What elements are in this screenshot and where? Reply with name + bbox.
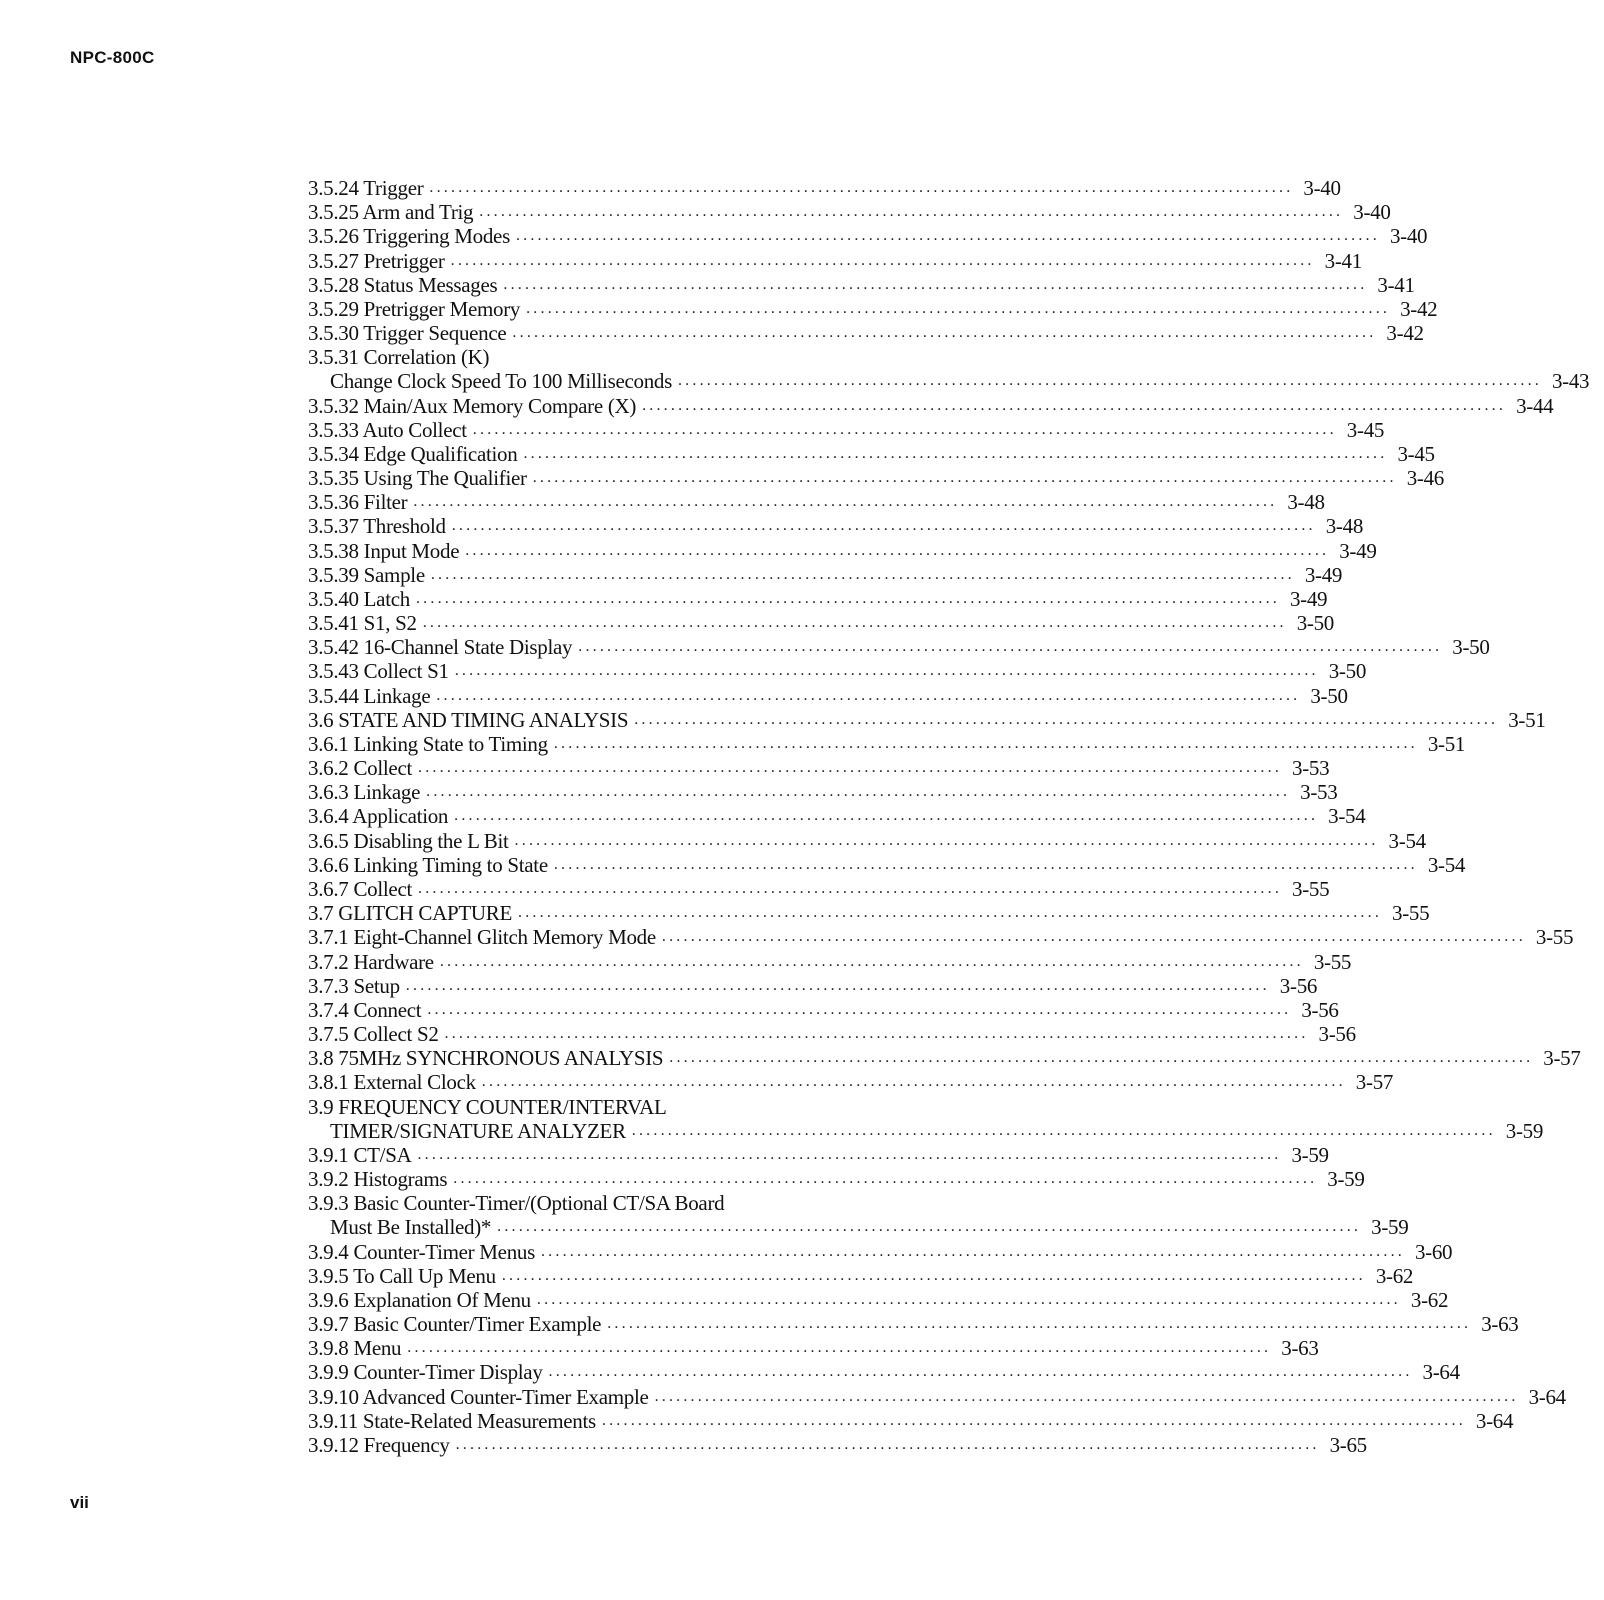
dot-leader: ........................................................................................................................ [634, 710, 1499, 728]
toc-entry-title: 3.5.37 Threshold [308, 514, 446, 539]
toc-entry [308, 876, 1330, 901]
toc-entry [308, 1191, 983, 1215]
dot-leader: ........................................................................................................................ [472, 420, 1337, 438]
dot-leader: ........................................................................................................................ [601, 1411, 1466, 1429]
toc-entry [308, 1263, 1414, 1288]
toc-entry [308, 635, 1490, 660]
toc-entry-page: 3-40 [1303, 176, 1341, 200]
toc-entry-page: 3-41 [1377, 272, 1415, 297]
toc-entry-page: 3-50 [1452, 635, 1490, 660]
toc-entry [308, 731, 1466, 756]
toc-entry-title: 3.5.38 Input Mode [308, 538, 460, 563]
toc-entry-title: 3.6.2 Collect [308, 756, 413, 781]
dot-leader: ........................................................................................................................ [553, 734, 1418, 752]
toc-entry-page: 3-57 [1543, 1046, 1581, 1071]
toc-entry-page: 3-62 [1410, 1287, 1449, 1312]
toc-entry [308, 296, 1438, 321]
toc-entry-title: 3.5.34 Edge Qualification [308, 441, 518, 466]
toc-entry [308, 925, 1574, 950]
toc-entry-page: 3-45 [1346, 417, 1385, 442]
toc-entry-page: 3-55 [1392, 901, 1430, 926]
dot-leader: ........................................................................................................................ [426, 783, 1291, 801]
dot-leader: ........................................................................................................................ [532, 469, 1397, 487]
toc-entry-page: 3-50 [1310, 683, 1348, 708]
toc-entry-title: 3.5.31 Correlation (K) [308, 345, 490, 370]
dot-leader: ........................................................................................................................ [455, 1435, 1320, 1453]
dot-leader: ........................................................................................................................ [654, 1387, 1519, 1405]
toc-entry [308, 756, 1330, 781]
toc-entry-page: 3-44 [1516, 393, 1554, 418]
toc-entry-page: 3-64 [1475, 1408, 1514, 1433]
toc-entry-page: 3-46 [1406, 466, 1444, 491]
toc-entry-title: 3.6.7 Collect [308, 876, 413, 901]
toc-entry-title: 3.9.7 Basic Counter/Timer Example [308, 1312, 602, 1337]
toc-entry [308, 248, 1362, 273]
toc-entry-page: 3-55 [1313, 949, 1352, 974]
dot-leader: ........................................................................................................................ [523, 444, 1388, 462]
dot-leader: ........................................................................................................................ [417, 1145, 1282, 1163]
dot-leader: ........................................................................................................................ [418, 759, 1283, 777]
toc-entry-title: 3.5.43 Collect S1 [308, 659, 449, 684]
toc-entry [308, 1408, 1514, 1433]
dot-leader: ........................................................................................................................ [430, 565, 1295, 583]
toc-entry-title: 3.6 STATE AND TIMING ANALYSIS [308, 707, 629, 732]
toc-entry-page: 3-42 [1400, 296, 1438, 321]
toc-entry-page: 3-41 [1324, 248, 1362, 273]
toc-entry [308, 1022, 1356, 1047]
toc-entry [308, 1118, 1544, 1143]
toc-entry [308, 949, 1352, 974]
toc-entry [308, 1287, 1449, 1312]
toc-entry [308, 466, 1444, 491]
toc-entry-title: 3.8.1 External Clock [308, 1070, 476, 1095]
toc-entry [308, 1142, 1329, 1167]
toc-entry [308, 997, 1339, 1022]
dot-leader: ........................................................................................................................ [514, 831, 1379, 849]
toc-entry-page: 3-64 [1528, 1384, 1566, 1409]
toc-entry [308, 659, 1367, 684]
toc-entry-page: 3-59 [1291, 1142, 1329, 1167]
toc-entry-page: 3-49 [1304, 562, 1343, 587]
toc-entry-title: 3.5.35 Using The Qualifier [308, 466, 527, 491]
toc-entry-page: 3-60 [1414, 1239, 1453, 1264]
dot-leader: ........................................................................................................................ [553, 855, 1418, 873]
dot-leader: ........................................................................................................................ [444, 1025, 1309, 1043]
toc-entry-title: 3.7.3 Setup [308, 973, 400, 998]
dot-leader: ........................................................................................................................ [481, 1073, 1346, 1091]
toc-entry [308, 707, 1546, 732]
dot-leader: ........................................................................................................................ [465, 541, 1330, 559]
toc-entry [308, 1432, 1367, 1457]
toc-entry-title: 3.9.6 Explanation Of Menu [308, 1287, 531, 1312]
toc-entry-page: 3-50 [1328, 659, 1367, 684]
document-id-header: NPC-800C [70, 48, 155, 67]
toc-entry-title: 3.9.11 State-Related Measurements [308, 1408, 596, 1433]
dot-leader: ........................................................................................................................ [526, 299, 1391, 317]
dot-leader: ........................................................................................................................ [436, 686, 1301, 704]
toc-entry-page: 3-56 [1318, 1022, 1356, 1047]
toc-entry [308, 321, 1424, 346]
toc-entry-title: 3.6.4 Application [308, 804, 449, 829]
toc-entry-title: TIMER/SIGNATURE ANALYZER [330, 1118, 626, 1143]
table-of-contents [308, 176, 1590, 1457]
toc-entry-title: 3.7 GLITCH CAPTURE [308, 901, 513, 926]
toc-entry-title: 3.5.32 Main/Aux Memory Compare (X) [308, 393, 637, 418]
toc-entry-page: 3-53 [1292, 756, 1330, 781]
toc-entry-page: 3-56 [1301, 997, 1339, 1022]
dot-leader: ........................................................................................................................ [454, 662, 1319, 680]
toc-entry [308, 1312, 1519, 1337]
toc-entry [308, 1215, 1409, 1240]
toc-entry-title: 3.5.28 Status Messages [308, 272, 498, 297]
toc-entry-title: 3.5.24 Trigger [308, 176, 424, 200]
toc-entry-page: 3-55 [1292, 876, 1330, 901]
toc-entry-title: Change Clock Speed To 100 Milliseconds [330, 369, 672, 394]
toc-entry-title: 3.5.25 Arm and Trig [308, 200, 474, 225]
dot-leader: ........................................................................................................................ [407, 1339, 1272, 1357]
toc-entry-title: 3.9.9 Counter-Timer Display [308, 1360, 543, 1385]
dot-leader: ........................................................................................................................ [454, 807, 1319, 825]
dot-leader: ........................................................................................................................ [415, 589, 1280, 607]
toc-entry-page: 3-65 [1329, 1432, 1367, 1457]
toc-entry-title: 3.5.40 Latch [308, 586, 410, 611]
toc-entry-title: 3.7.4 Connect [308, 997, 422, 1022]
dot-leader: ........................................................................................................................ [512, 324, 1377, 342]
toc-entry-page: 3-56 [1279, 973, 1318, 998]
toc-entry [308, 611, 1335, 636]
toc-entry-page: 3-51 [1427, 731, 1466, 756]
toc-entry-title: 3.5.33 Auto Collect [308, 417, 467, 442]
toc-entry-title: Must Be Installed)* [330, 1215, 492, 1240]
toc-entry-title: 3.6.1 Linking State to Timing [308, 731, 548, 756]
toc-entry-title: 3.5.41 S1, S2 [308, 611, 417, 636]
dot-leader: ........................................................................................................................ [578, 638, 1443, 656]
toc-entry [308, 1095, 983, 1119]
dot-leader: ........................................................................................................................ [427, 1000, 1292, 1018]
dot-leader: ........................................................................................................................ [515, 227, 1380, 245]
toc-entry-page: 3-59 [1505, 1118, 1544, 1143]
toc-entry-page: 3-54 [1427, 852, 1466, 877]
toc-entry-title: 3.6.5 Disabling the L Bit [308, 828, 509, 853]
toc-entry [308, 490, 1325, 515]
toc-entry-title: 3.5.36 Filter [308, 490, 408, 515]
dot-leader: ........................................................................................................................ [540, 1242, 1405, 1260]
toc-entry [308, 562, 1343, 587]
toc-entry-title: 3.5.39 Sample [308, 562, 425, 587]
toc-entry-title: 3.7.2 Hardware [308, 949, 434, 974]
dot-leader: ........................................................................................................................ [439, 952, 1304, 970]
toc-entry [308, 683, 1348, 708]
toc-entry [308, 441, 1435, 466]
toc-entry [308, 514, 1364, 539]
toc-entry-page: 3-57 [1355, 1070, 1394, 1095]
toc-entry [308, 176, 1341, 200]
toc-entry-page: 3-45 [1397, 441, 1435, 466]
dot-leader: ........................................................................................................................ [631, 1121, 1496, 1139]
toc-entry-title: 3.5.27 Pretrigger [308, 248, 445, 273]
dot-leader: ........................................................................................................................ [429, 179, 1294, 196]
toc-entry-title: 3.5.26 Triggering Modes [308, 224, 510, 249]
toc-entry-page: 3-40 [1353, 200, 1391, 225]
toc-entry-page: 3-48 [1287, 490, 1325, 515]
toc-entry-page: 3-43 [1551, 369, 1590, 394]
toc-entry [308, 1046, 1581, 1071]
toc-entry [308, 538, 1377, 563]
toc-entry [308, 1070, 1394, 1095]
toc-entry-title: 3.5.29 Pretrigger Memory [308, 296, 521, 321]
toc-entry-title: 3.8 75MHz SYNCHRONOUS ANALYSIS [308, 1046, 664, 1071]
toc-entry-page: 3-42 [1386, 321, 1424, 346]
toc-entry [308, 1360, 1460, 1385]
toc-entry [308, 345, 983, 369]
dot-leader: ........................................................................................................................ [451, 517, 1316, 535]
dot-leader: ........................................................................................................................ [479, 203, 1344, 221]
toc-entry-page: 3-49 [1289, 586, 1328, 611]
toc-entry-title: 3.9.5 To Call Up Menu [308, 1263, 496, 1288]
toc-entry-page: 3-49 [1339, 538, 1377, 563]
dot-leader: ........................................................................................................................ [548, 1363, 1413, 1381]
dot-leader: ........................................................................................................................ [607, 1315, 1472, 1333]
dot-leader: ........................................................................................................................ [453, 1170, 1318, 1188]
toc-entry [308, 1239, 1453, 1264]
toc-entry-page: 3-59 [1327, 1167, 1365, 1192]
toc-entry-title: 3.7.5 Collect S2 [308, 1022, 439, 1047]
toc-entry [308, 901, 1430, 926]
toc-entry-page: 3-59 [1371, 1215, 1409, 1240]
toc-entry [308, 369, 1590, 394]
dot-leader: ........................................................................................................................ [642, 396, 1507, 414]
dot-leader: ........................................................................................................................ [497, 1218, 1362, 1236]
toc-entry [308, 780, 1338, 805]
dot-leader: ........................................................................................................................ [536, 1290, 1401, 1308]
toc-entry-page: 3-51 [1508, 707, 1546, 732]
toc-entry-page: 3-40 [1389, 224, 1428, 249]
dot-leader: ........................................................................................................................ [418, 879, 1283, 897]
toc-entry-title: 3.9.8 Menu [308, 1336, 402, 1361]
toc-entry-page: 3-55 [1535, 925, 1574, 950]
toc-entry [308, 417, 1385, 442]
dot-leader: ........................................................................................................................ [661, 928, 1526, 946]
dot-leader: ........................................................................................................................ [501, 1266, 1366, 1284]
toc-entry-title: 3.9.1 CT/SA [308, 1142, 412, 1167]
dot-leader: ........................................................................................................................ [450, 251, 1315, 269]
toc-entry-page: 3-48 [1325, 514, 1364, 539]
toc-entry-title: 3.5.44 Linkage [308, 683, 431, 708]
toc-entry [308, 852, 1466, 877]
toc-entry-page: 3-63 [1281, 1336, 1319, 1361]
dot-leader: ........................................................................................................................ [518, 904, 1383, 922]
toc-entry [308, 393, 1554, 418]
toc-entry [308, 804, 1366, 829]
toc-entry [308, 1336, 1319, 1361]
toc-entry [308, 973, 1318, 998]
toc-entry [308, 1167, 1365, 1192]
toc-entry-title: 3.5.30 Trigger Sequence [308, 321, 507, 346]
toc-entry-page: 3-64 [1422, 1360, 1460, 1385]
toc-entry-title: 3.9.4 Counter-Timer Menus [308, 1239, 535, 1264]
toc-entry [308, 200, 1391, 225]
toc-entry-page: 3-50 [1296, 611, 1335, 636]
dot-leader: ........................................................................................................................ [413, 493, 1278, 511]
toc-entry-title: 3.7.1 Eight-Channel Glitch Memory Mode [308, 925, 656, 950]
dot-leader: ........................................................................................................................ [669, 1049, 1534, 1067]
toc-entry [308, 1384, 1566, 1409]
toc-entry [308, 224, 1428, 249]
toc-entry-title: 3.9 FREQUENCY COUNTER/INTERVAL [308, 1094, 667, 1119]
toc-entry-page: 3-53 [1300, 780, 1338, 805]
toc-entry-title: 3.6.3 Linkage [308, 780, 421, 805]
toc-entry-title: 3.6.6 Linking Timing to State [308, 852, 548, 877]
toc-entry-page: 3-54 [1388, 828, 1426, 853]
dot-leader: ........................................................................................................................ [405, 976, 1270, 994]
toc-entry [308, 586, 1328, 611]
toc-entry-title: 3.9.10 Advanced Counter-Timer Example [308, 1384, 649, 1409]
toc-entry-title: 3.5.42 16-Channel State Display [308, 635, 573, 660]
toc-entry-page: 3-63 [1481, 1312, 1519, 1337]
toc-entry [308, 828, 1426, 853]
page-number-footer: vii [70, 1493, 89, 1512]
toc-entry-page: 3-54 [1328, 804, 1366, 829]
dot-leader: ........................................................................................................................ [677, 372, 1542, 390]
dot-leader: ........................................................................................................................ [503, 275, 1368, 293]
toc-entry [308, 272, 1415, 297]
toc-entry-title: 3.9.2 Histograms [308, 1167, 448, 1192]
dot-leader: ........................................................................................................................ [422, 614, 1287, 632]
toc-entry-title: 3.9.3 Basic Counter-Timer/(Optional CT/SA Board [308, 1191, 725, 1216]
toc-entry-title: 3.9.12 Frequency [308, 1432, 450, 1457]
toc-entry-page: 3-62 [1375, 1263, 1414, 1288]
